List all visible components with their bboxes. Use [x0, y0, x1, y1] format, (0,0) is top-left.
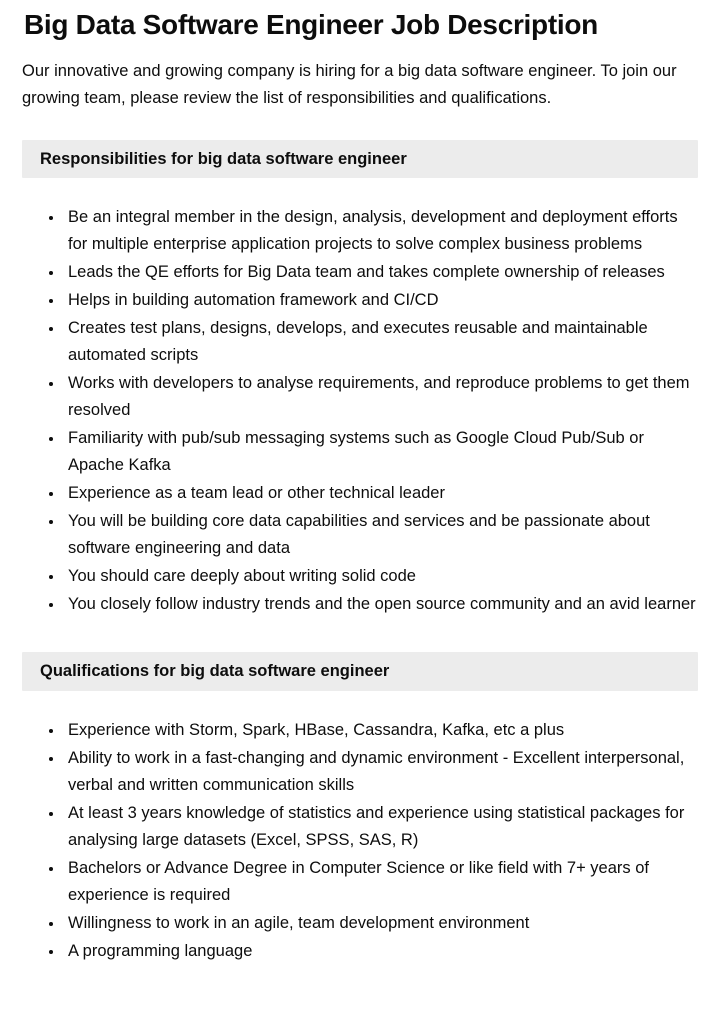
responsibility-list-item: • You will be building core data capabilities and services and be passionate about software engineering and data: [64, 508, 698, 562]
qualifications-section-header: Qualifications for big data software engineer: [22, 652, 698, 691]
responsibility-list-item: • Works with developers to analyse requirements, and reproduce problems to get them resolved: [64, 370, 698, 424]
responsibility-list-item: • Leads the QE efforts for Big Data team and takes complete ownership of releases: [64, 259, 698, 286]
qualifications-list: [22, 717, 698, 965]
qualification-list-item: • Bachelors or Advance Degree in Computer Science or like field with 7+ years of experience is required: [64, 855, 698, 909]
responsibilities-section-header: Responsibilities for big data software engineer: [22, 140, 698, 179]
intro-paragraph: Our innovative and growing company is hiring for a big data software engineer. To join our growing team, please review the list of responsibilities and qualifications.: [22, 61, 677, 107]
qualification-list-item: • A programming language: [64, 938, 698, 965]
qualification-list-item: • Ability to work in a fast-changing and dynamic environment - Excellent interpersonal, verbal and written communication skills: [64, 745, 698, 799]
responsibility-list-item: • Be an integral member in the design, analysis, development and deployment efforts for multiple enterprise application projects to solve complex business problems: [64, 204, 698, 258]
qualification-list-item: • At least 3 years knowledge of statistics and experience using statistical packages for analysing large datasets (Excel, SPSS, SAS, R): [64, 800, 698, 854]
responsibility-list-item: • You closely follow industry trends and the open source community and an avid learner: [64, 591, 698, 618]
responsibility-list-item: • Familiarity with pub/sub messaging systems such as Google Cloud Pub/Sub or Apache Kafka: [64, 425, 698, 479]
responsibility-list-item: • Experience as a team lead or other technical leader: [64, 480, 698, 507]
qualification-list-item: • Experience with Storm, Spark, HBase, Cassandra, Kafka, etc a plus: [64, 717, 698, 744]
responsibility-list-item: • Helps in building automation framework and CI/CD: [64, 287, 698, 314]
responsibilities-list: [22, 204, 698, 618]
responsibility-list-item: • You should care deeply about writing solid code: [64, 563, 698, 590]
page-title: Big Data Software Engineer Job Description: [24, 9, 598, 40]
qualification-list-item: • Willingness to work in an agile, team development environment: [64, 910, 698, 937]
responsibility-list-item: • Creates test plans, designs, develops, and executes reusable and maintainable automated scripts: [64, 315, 698, 369]
